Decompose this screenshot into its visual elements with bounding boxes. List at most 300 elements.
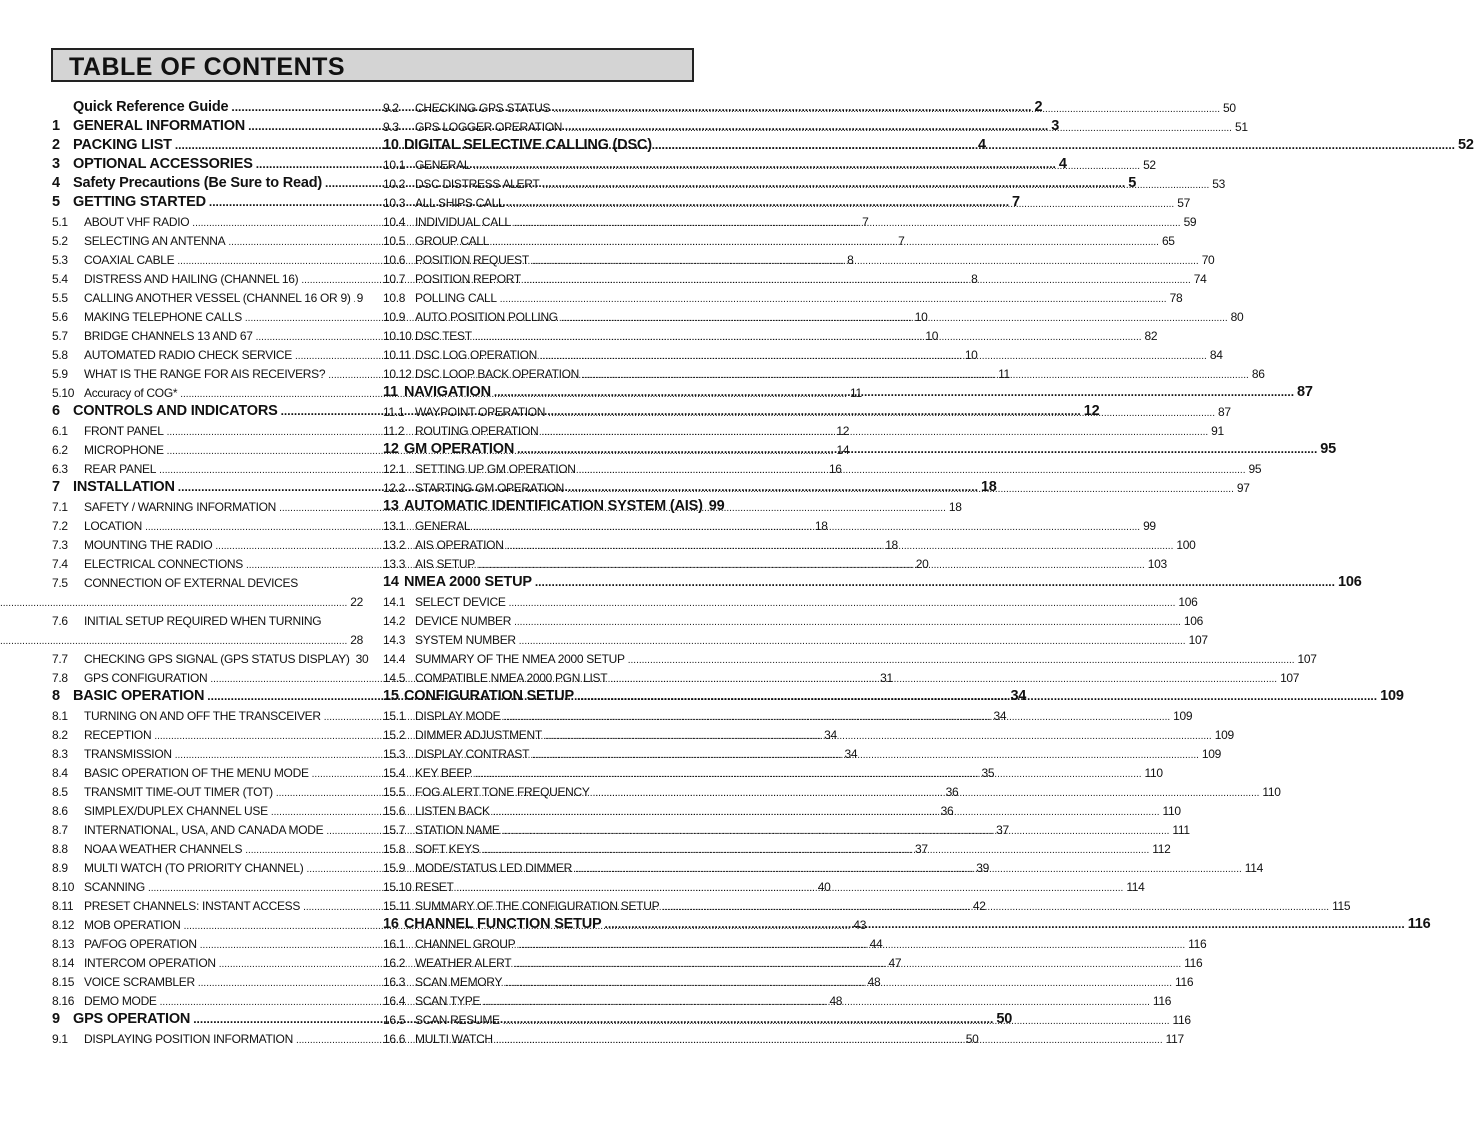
- toc-entry-title: BASIC OPERATION OF THE MENU MODE: [84, 766, 309, 780]
- toc-entry-page-number: 3: [1051, 118, 1060, 134]
- toc-entry-title: DISPLAY CONTRAST: [415, 747, 530, 761]
- toc-section-entry: [383, 172, 1225, 191]
- toc-entry-page-number: 65: [1161, 234, 1175, 248]
- toc-entry-title: MODE/STATUS LED DIMMER: [415, 861, 572, 875]
- toc-entry-page-number: 48: [829, 994, 843, 1008]
- toc-entry-title: MULTI WATCH (TO PRIORITY CHANNEL): [84, 861, 304, 875]
- toc-entry-title: INTERNATIONAL, USA, AND CANADA MODE: [84, 823, 324, 837]
- dot-leader: [503, 823, 1170, 837]
- toc-entry-number: 5.9: [52, 367, 68, 381]
- toc-entry-number: 12.2: [383, 481, 406, 495]
- toc-entry-title: GETTING STARTED: [73, 194, 206, 210]
- toc-entry-page-number: 86: [1251, 367, 1265, 381]
- toc-entry-title: TRANSMIT TIME-OUT TIMER (TOT): [84, 785, 273, 799]
- dot-leader: [565, 120, 1232, 134]
- toc-section-entry: [383, 647, 1317, 666]
- toc-section-entry: [52, 609, 363, 628]
- toc-entry-page-number: 106: [1178, 595, 1198, 609]
- toc-entry-number: 13.3: [383, 557, 406, 571]
- toc-entry-page-number: 9: [356, 291, 363, 305]
- toc-header: [51, 48, 694, 82]
- toc-section-entry: [383, 324, 1158, 343]
- toc-entry-title: SIMPLEX/DUPLEX CHANNEL USE: [84, 804, 268, 818]
- dot-leader: [514, 956, 1181, 970]
- toc-entry-page-number: 12: [836, 424, 850, 438]
- toc-entry-title: SAFETY / WARNING INFORMATION: [84, 500, 277, 514]
- toc-section-entry: [383, 628, 1208, 647]
- toc-entry-title: SUMMARY OF THE CONFIGURATION SETUP: [415, 899, 660, 913]
- toc-entry-title: DSC DISTRESS ALERT: [415, 177, 540, 191]
- dot-leader: [532, 253, 1199, 267]
- toc-entry-title: SOFT KEYS: [415, 842, 480, 856]
- toc-entry-title: GENERAL: [415, 158, 471, 172]
- toc-entry-title: ROUTING OPERATION: [415, 424, 539, 438]
- toc-entry-number: 8: [52, 688, 60, 704]
- toc-entry-page-number: 4: [1058, 156, 1067, 172]
- dot-leader: [605, 916, 1405, 932]
- toc-entry-number: 4: [52, 175, 60, 191]
- toc-entry-number: 14: [383, 574, 399, 590]
- toc-section-entry: [383, 210, 1197, 229]
- toc-entry-number: 10: [383, 137, 399, 153]
- toc-entry-page-number: 116: [1152, 994, 1172, 1008]
- toc-entry-page-number: 111: [1172, 823, 1190, 837]
- toc-entry-number: 14.3: [383, 633, 406, 647]
- toc-entry-number: 15.4: [383, 766, 406, 780]
- toc-entry-title: AIS SETUP: [415, 557, 475, 571]
- toc-entry-title: NOAA WEATHER CHANNELS: [84, 842, 243, 856]
- toc-entry-number: 16: [383, 916, 399, 932]
- toc-entry-title: DISTRESS AND HAILING (CHANNEL 16): [84, 272, 299, 286]
- toc-entry-number: 10.2: [383, 177, 406, 191]
- toc-entry-page-number: 109: [1380, 688, 1404, 704]
- toc-entry-title: WAYPOINT OPERATION: [415, 405, 546, 419]
- toc-section-entry: [383, 248, 1215, 267]
- toc-entry-number: 9.1: [52, 1032, 68, 1046]
- toc-entry-title: POSITION REQUEST: [415, 253, 529, 267]
- toc-entry-number: 6.3: [52, 462, 68, 476]
- toc-entry-page-number: 11: [850, 386, 862, 400]
- toc-entry-number: 15.11: [383, 899, 411, 913]
- toc-section-entry: [383, 115, 1248, 134]
- dot-leader: [579, 462, 1246, 476]
- toc-entry-title: BASIC OPERATION: [73, 688, 205, 704]
- toc-section-entry: [52, 647, 369, 666]
- toc-entry-page-number: 103: [1147, 557, 1167, 571]
- toc-entry-title: REAR PANEL: [84, 462, 157, 476]
- toc-entry-page-number: 78: [1169, 291, 1183, 305]
- toc-entry-title: CONNECTION OF EXTERNAL DEVICES: [84, 576, 298, 590]
- toc-entry-title: OPTIONAL ACCESSORIES: [73, 156, 253, 172]
- toc-section-entry: [383, 590, 1198, 609]
- toc-entry-page-number: 114: [1126, 880, 1145, 894]
- toc-entry-number: 15.6: [383, 804, 406, 818]
- toc-entry-number: 5.10: [52, 386, 75, 400]
- toc-entry-number: 15.1: [383, 709, 406, 723]
- toc-entry-title: Quick Reference Guide: [73, 99, 229, 115]
- dot-leader: [662, 899, 1329, 913]
- toc-entry-number: 12: [383, 441, 399, 457]
- dot-leader: [507, 196, 1174, 210]
- toc-entry-title: AIS OPERATION: [415, 538, 504, 552]
- dot-leader: [492, 234, 1159, 248]
- toc-entry-number: 15.7: [383, 823, 406, 837]
- toc-entry-number: 16.2: [383, 956, 406, 970]
- dot-leader: [541, 424, 1208, 438]
- toc-entry-title: FOG ALERT TONE FREQUENCY: [415, 785, 590, 799]
- toc-entry-page-number: 110: [1144, 766, 1163, 780]
- toc-entry-number: 11: [383, 384, 398, 400]
- dot-leader: [475, 766, 1142, 780]
- toc-entry-number: 7.1: [52, 500, 68, 514]
- toc-entry-number: 10.4: [383, 215, 406, 229]
- dot-leader: [561, 310, 1228, 324]
- dot-leader: [507, 538, 1174, 552]
- toc-entry-page-number: 107: [1188, 633, 1208, 647]
- toc-entry-number: 15.5: [383, 785, 406, 799]
- toc-entry-title: COAXIAL CABLE: [84, 253, 175, 267]
- toc-entry-number: 8.12: [52, 918, 75, 932]
- dot-leader: [494, 384, 1294, 400]
- toc-entry-page-number: 48: [867, 975, 881, 989]
- toc-entry-page-number: 28: [350, 633, 363, 647]
- toc-entry-number: 8.9: [52, 861, 68, 875]
- toc-entry-page-number: 57: [1177, 196, 1190, 210]
- toc-section-entry: [383, 343, 1223, 362]
- dot-leader: [519, 633, 1186, 647]
- toc-entry-number: 5.5: [52, 291, 68, 305]
- toc-entry-title: DIMMER ADJUSTMENT: [415, 728, 542, 742]
- dot-leader: [582, 367, 1249, 381]
- toc-entry-number: 6.2: [52, 443, 68, 457]
- toc-entry-title: CHANNEL GROUP: [415, 937, 516, 951]
- page-title: TABLE OF CONTENTS: [69, 53, 346, 81]
- toc-entry-page-number: 59: [1183, 215, 1197, 229]
- toc-entry-number: 10.9: [383, 310, 406, 324]
- toc-entry-title: SYSTEM NUMBER: [415, 633, 516, 647]
- toc-entry-number: 8.10: [52, 880, 75, 894]
- toc-entry-number: 8.7: [52, 823, 68, 837]
- toc-entry-page-number: 107: [1297, 652, 1317, 666]
- toc-entry-page-number: 91: [1211, 424, 1224, 438]
- toc-entry-number: 14.1: [383, 595, 406, 609]
- toc-entry-page-number: 109: [1214, 728, 1234, 742]
- toc-entry-title: KEY BEEP: [415, 766, 472, 780]
- toc-entry-page-number: 107: [1280, 671, 1300, 685]
- toc-entry-page-number: 106: [1183, 614, 1204, 628]
- toc-entry-title: DEMO MODE: [84, 994, 157, 1008]
- dot-leader: [475, 329, 1142, 343]
- toc-entry-page-number: 116: [1407, 916, 1431, 932]
- toc-entry-title: GENERAL INFORMATION: [73, 118, 246, 134]
- dot-leader: [577, 688, 1377, 704]
- toc-entry-page-number: 30: [355, 652, 369, 666]
- toc-entry-page-number: 42: [972, 899, 986, 913]
- toc-entry-number: 8.2: [52, 728, 68, 742]
- toc-entry-page-number: 95: [1320, 441, 1337, 457]
- toc-entry-page-number: 31: [880, 671, 893, 685]
- dot-leader: [457, 880, 1124, 894]
- toc-entry-number: 16.4: [383, 994, 406, 1008]
- dot-leader: [473, 519, 1140, 533]
- toc-section-entry: [383, 267, 1207, 286]
- toc-entry-number: 13: [383, 498, 399, 514]
- toc-entry-page-number: 106: [1337, 574, 1362, 590]
- toc-entry-number: 8.15: [52, 975, 75, 989]
- toc-entry-page-number: 99: [708, 498, 725, 514]
- toc-entry-page-number: 116: [1184, 956, 1203, 970]
- dot-leader: [503, 709, 1170, 723]
- toc-entry-title: DSC LOOP BACK OPERATION: [415, 367, 580, 381]
- toc-entry-title: GPS OPERATION: [73, 1011, 191, 1027]
- dot-leader: [483, 994, 1150, 1008]
- toc-section-entry: [383, 286, 1183, 305]
- toc-entry-page-number: 37: [996, 823, 1009, 837]
- toc-entry-page-number: 12: [1083, 403, 1100, 419]
- toc-section-entry: [383, 153, 1156, 172]
- toc-entry-page-number: 7: [862, 215, 869, 229]
- toc-entry-page-number: 7: [1012, 194, 1020, 210]
- toc-entry-page-number: 34: [824, 728, 837, 742]
- toc-entry-title: COMPATIBLE NMEA 2000 PGN LIST: [415, 671, 608, 685]
- toc-entry-page-number: 18: [980, 479, 997, 495]
- toc-entry-title: SELECT DEVICE: [415, 595, 506, 609]
- toc-section-entry: [383, 609, 1204, 628]
- dot-leader: [518, 937, 1185, 951]
- toc-entry-page-number: 116: [1172, 1013, 1191, 1027]
- toc-entry-number: 13.1: [383, 519, 406, 533]
- toc-entry-number: 7: [52, 479, 60, 495]
- toc-section-entry: [383, 96, 1236, 115]
- toc-entry-page-number: 36: [945, 785, 959, 799]
- toc-entry-number: 16.3: [383, 975, 406, 989]
- toc-entry-title: GM OPERATION: [404, 441, 515, 457]
- toc-entry-title: WHAT IS THE RANGE FOR AIS RECEIVERS?: [84, 367, 326, 381]
- toc-entry-number: 7.2: [52, 519, 68, 533]
- toc-entry-number: 11.1: [383, 405, 405, 419]
- toc-entry-number: 7.3: [52, 538, 68, 552]
- toc-entry-page-number: 10: [964, 348, 978, 362]
- toc-entry-title: CHANNEL FUNCTION SETUP: [404, 916, 602, 932]
- toc-entry-number: 5.7: [52, 329, 68, 343]
- toc-entry-number: 6: [52, 403, 60, 419]
- dot-leader: [505, 975, 1172, 989]
- toc-entry-page-number: 7: [898, 234, 905, 248]
- toc-entry-page-number: 2: [1034, 99, 1043, 115]
- toc-section-entry: [383, 229, 1175, 248]
- toc-entry-number: 5.1: [52, 215, 68, 229]
- toc-section-entry: [52, 590, 363, 609]
- toc-entry-title: PACKING LIST: [73, 137, 172, 153]
- dot-leader: [478, 557, 1145, 571]
- toc-entry-number: 8.16: [52, 994, 75, 1008]
- toc-entry-page-number: 97: [1236, 481, 1250, 495]
- toc-entry-page-number: 50: [996, 1011, 1013, 1027]
- dot-leader: [610, 671, 1277, 685]
- toc-entry-number: 16.6: [383, 1032, 406, 1046]
- toc-entry-title: BRIDGE CHANNELS 13 AND 67: [84, 329, 253, 343]
- toc-entry-title: SCAN TYPE: [415, 994, 481, 1008]
- dot-leader: [548, 405, 1215, 419]
- toc-entry-page-number: 10: [914, 310, 928, 324]
- toc-entry-page-number: 95: [1248, 462, 1262, 476]
- toc-entry-title: MULTI WATCH: [415, 1032, 493, 1046]
- toc-entry-page-number: 18: [948, 500, 962, 514]
- toc-entry-page-number: 50: [965, 1032, 979, 1046]
- toc-entry-page-number: 99: [1143, 519, 1156, 533]
- dot-leader: [493, 804, 1160, 818]
- toc-entry-number: 11.2: [383, 424, 405, 438]
- toc-entry-title: CONFIGURATION SETUP: [404, 688, 574, 704]
- toc-entry-number: 15.8: [383, 842, 406, 856]
- toc-entry-title: LOCATION: [84, 519, 143, 533]
- dot-leader: [473, 158, 1140, 172]
- toc-entry-title: MOB OPERATION: [84, 918, 181, 932]
- toc-entry-page-number: 82: [1144, 329, 1158, 343]
- toc-entry-number: 8.11: [52, 899, 74, 913]
- toc-entry-title: POLLING CALL: [415, 291, 497, 305]
- toc-entry-number: 14.5: [383, 671, 406, 685]
- toc-entry-title: GENERAL: [415, 519, 471, 533]
- toc-entry-number: 10.3: [383, 196, 406, 210]
- toc-entry-number: 16.5: [383, 1013, 406, 1027]
- toc-entry-page-number: 115: [1332, 899, 1351, 913]
- toc-entry-page-number: 18: [814, 519, 828, 533]
- toc-entry-page-number: 53: [1212, 177, 1225, 191]
- toc-entry-page-number: 52: [1457, 137, 1474, 153]
- toc-entry-page-number: 34: [844, 747, 858, 761]
- toc-entry-title: Accuracy of COG*: [84, 386, 178, 400]
- toc-entry-number: 10.8: [383, 291, 406, 305]
- dot-leader: [545, 728, 1212, 742]
- toc-chapter-entry: [383, 134, 1474, 153]
- toc-entry-number: 2: [52, 137, 60, 153]
- toc-entry-title: SCAN MEMORY: [415, 975, 503, 989]
- dot-leader: [509, 595, 1176, 609]
- toc-entry-title: INTERCOM OPERATION: [84, 956, 216, 970]
- dot-leader: [482, 842, 1149, 856]
- toc-entry-title: STATION NAME: [415, 823, 500, 837]
- toc-entry-page-number: 14: [836, 443, 850, 457]
- toc-entry-number: 5.8: [52, 348, 68, 362]
- toc-entry-number: 12.1: [383, 462, 406, 476]
- dot-leader: [628, 652, 1295, 666]
- toc-entry-page-number: 10: [925, 329, 939, 343]
- toc-entry-title: NMEA 2000 SETUP: [404, 574, 532, 590]
- toc-entry-number: 7.5: [52, 576, 68, 590]
- toc-entry-number: 9: [52, 1011, 60, 1027]
- toc-entry-number: 8.1: [52, 709, 68, 723]
- toc-entry-page-number: 5: [1128, 175, 1137, 191]
- toc-entry-number: 6.1: [52, 424, 68, 438]
- toc-entry-title: TURNING ON AND OFF THE TRANSCEIVER: [84, 709, 321, 723]
- toc-section-entry: [383, 191, 1190, 210]
- toc-entry-page-number: 74: [1193, 272, 1207, 286]
- toc-entry-page-number: 112: [1152, 842, 1171, 856]
- toc-chapter-entry: [383, 571, 1362, 590]
- toc-entry-title: GROUP CALL: [415, 234, 490, 248]
- toc-entry-page-number: 84: [1209, 348, 1223, 362]
- toc-entry-title: MICROPHONE: [84, 443, 164, 457]
- toc-entry-page-number: 116: [1188, 937, 1207, 951]
- toc-entry-number: 5.2: [52, 234, 68, 248]
- toc-entry-number: 10.7: [383, 272, 406, 286]
- toc-entry-title: WEATHER ALERT: [415, 956, 512, 970]
- toc-entry-page-number: 4: [978, 137, 986, 153]
- dot-leader: [567, 481, 1234, 495]
- toc-entry-title: LISTEN BACK: [415, 804, 490, 818]
- toc-entry-title: INDIVIDUAL CALL: [415, 215, 511, 229]
- toc-entry-title: AUTOMATED RADIO CHECK SERVICE: [84, 348, 293, 362]
- dot-leader: [593, 785, 1260, 799]
- toc-entry-number: 10.11: [383, 348, 411, 362]
- toc-entry-page-number: 20: [915, 557, 929, 571]
- toc-entry-page-number: 8: [971, 272, 978, 286]
- dot-leader: [535, 574, 1335, 590]
- dot-leader: [524, 272, 1191, 286]
- toc-entry-number: 14.2: [383, 614, 406, 628]
- toc-entry-number: 1: [52, 118, 60, 134]
- toc-entry-title: CHECKING GPS STATUS: [415, 101, 551, 115]
- toc-entry-number: 7.6: [52, 614, 68, 628]
- toc-entry-number: 9.2: [383, 101, 399, 115]
- toc-entry-number: 8.3: [52, 747, 68, 761]
- toc-entry-page-number: 87: [1297, 384, 1313, 400]
- toc-entry-number: 5.3: [52, 253, 68, 267]
- toc-entry-title: DSC TEST: [415, 329, 472, 343]
- toc-entry-number: 16.1: [383, 937, 406, 951]
- toc-entry-number: 10.12: [383, 367, 412, 381]
- toc-entry-title: AUTOMATIC IDENTIFICATION SYSTEM (AIS): [404, 498, 703, 514]
- toc-entry-title: SELECTING AN ANTENNA: [84, 234, 226, 248]
- toc-entry-title: RECEPTION: [84, 728, 152, 742]
- toc-entry-title: PA/FOG OPERATION: [84, 937, 197, 951]
- toc-entry-page-number: 11: [998, 367, 1010, 381]
- toc-entry-page-number: 100: [1176, 538, 1196, 552]
- dot-leader: [503, 1013, 1170, 1027]
- dot-leader: [655, 137, 1455, 153]
- toc-entry-page-number: 43: [853, 918, 867, 932]
- toc-section-entry: [383, 419, 1224, 438]
- toc-entry-page-number: 8: [847, 253, 854, 267]
- toc-entry-page-number: 109: [1201, 747, 1222, 761]
- toc-entry-title: RESET: [415, 880, 454, 894]
- toc-entry-page-number: 80: [1230, 310, 1244, 324]
- toc-entry-number: 5.4: [52, 272, 68, 286]
- toc-section-entry: [383, 305, 1244, 324]
- toc-entry-number: 8.14: [52, 956, 75, 970]
- toc-entry-title: DISPLAYING POSITION INFORMATION: [84, 1032, 293, 1046]
- toc-entry-number: 5: [52, 194, 60, 210]
- toc-entry-title: SETTING UP GM OPERATION: [415, 462, 576, 476]
- toc-entry-number: 8.8: [52, 842, 68, 856]
- toc-entry-title: DISPLAY MODE: [415, 709, 501, 723]
- toc-entry-page-number: 117: [1165, 1032, 1184, 1046]
- toc-entry-page-number: 40: [817, 880, 831, 894]
- toc-entry-number: 15.9: [383, 861, 406, 875]
- toc-entry-title: GPS CONFIGURATION: [84, 671, 208, 685]
- toc-entry-number: 10.6: [383, 253, 406, 267]
- toc-entry-title: STARTING GM OPERATION: [415, 481, 565, 495]
- toc-entry-page-number: 37: [914, 842, 928, 856]
- dot-leader: [514, 215, 1181, 229]
- toc-entry-page-number: 36: [940, 804, 954, 818]
- toc-entry-number: 10.1: [383, 158, 406, 172]
- toc-entry-page-number: 110: [1162, 804, 1181, 818]
- toc-entry-page-number: 70: [1201, 253, 1215, 267]
- toc-entry-page-number: 44: [869, 937, 883, 951]
- toc-entry-page-number: 110: [1262, 785, 1281, 799]
